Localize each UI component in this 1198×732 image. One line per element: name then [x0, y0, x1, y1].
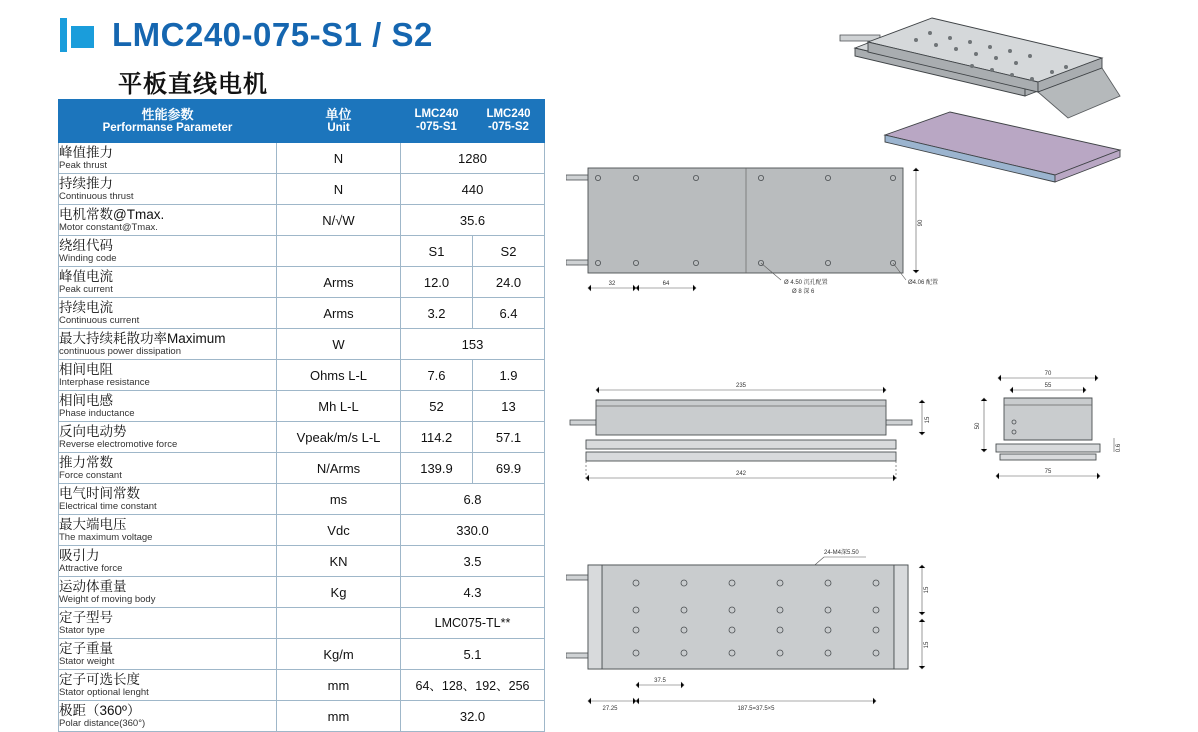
table-row	[59, 329, 545, 360]
table-body	[59, 143, 545, 732]
row-parameter-cell	[59, 298, 277, 329]
parameter-label-cn: 定子型号	[59, 610, 113, 625]
svg-text:32: 32	[608, 281, 616, 287]
parameter-label-cn: 定子重量	[59, 641, 113, 656]
parameter-label-en: Electrical time constant	[59, 501, 157, 512]
row-parameter-cell	[59, 360, 277, 391]
row-value-cell: 35.6	[401, 205, 545, 236]
parameter-label-en: Stator weight	[59, 656, 115, 667]
parameter-label-cn: 峰值电流	[59, 269, 113, 284]
table-row	[59, 484, 545, 515]
page-title: LMC240-075-S1 / S2	[112, 16, 433, 53]
row-value-cell: LMC075-TL**	[401, 608, 545, 639]
parameter-label-en: Polar distance(360°)	[59, 718, 146, 729]
row-value-s2: 57.1	[473, 422, 545, 453]
svg-text:15: 15	[925, 416, 931, 424]
page-subtitle: 平板直线电机	[118, 71, 268, 98]
row-unit-cell: Arms	[277, 267, 401, 298]
table-row	[59, 515, 545, 546]
table-row	[59, 298, 545, 329]
row-parameter-cell	[59, 639, 277, 670]
row-value-cell: 5.1	[401, 639, 545, 670]
parameter-label-cn: 反向电动势	[59, 424, 127, 439]
row-value-s1: 139.9	[401, 453, 473, 484]
parameter-label-cn: 推力常数	[59, 455, 113, 470]
svg-text:Ø 4.50 沉孔配置: Ø 4.50 沉孔配置	[784, 280, 828, 286]
svg-text:242: 242	[735, 471, 747, 477]
row-parameter-cell	[59, 205, 277, 236]
header-parameter: 性能参数 Performanse Parameter	[59, 100, 277, 143]
row-value-s1: S1	[401, 236, 473, 267]
row-value-s2: 69.9	[473, 453, 545, 484]
row-parameter-cell	[59, 143, 277, 174]
row-value-s2: S2	[473, 236, 545, 267]
row-value-cell: 440	[401, 174, 545, 205]
row-value-s1: 12.0	[401, 267, 473, 298]
side-view-drawing	[970, 360, 1170, 515]
row-unit-cell: Mh L-L	[277, 391, 401, 422]
row-unit-cell: Ohms L-L	[277, 360, 401, 391]
parameter-label-cn: 吸引力	[59, 548, 100, 563]
top-dim-right: 90	[918, 219, 924, 227]
svg-text:235: 235	[735, 383, 747, 389]
table-row	[59, 701, 545, 732]
parameter-label-en: Peak thrust	[59, 160, 108, 171]
header-unit: 单位 Unit	[277, 100, 401, 143]
row-unit-cell: N/√W	[277, 205, 401, 236]
parameter-label-cn: 运动体重量	[59, 579, 127, 594]
row-value-s2: 1.9	[473, 360, 545, 391]
header-model-s2: LMC240 -075-S2	[473, 100, 545, 143]
row-unit-cell	[277, 236, 401, 267]
svg-text:37.5: 37.5	[654, 678, 666, 684]
parameter-label-cn: 定子可选长度	[59, 672, 140, 687]
parameter-label-cn: 峰值推力	[59, 145, 113, 160]
parameter-label-en: Continuous current	[59, 315, 140, 326]
table-row	[59, 546, 545, 577]
row-value-s2: 6.4	[473, 298, 545, 329]
svg-text:24-M4深5.50: 24-M4深5.50	[824, 550, 859, 556]
table-row	[59, 577, 545, 608]
parameter-label-en: Weight of moving body	[59, 594, 156, 605]
row-value-cell: 6.8	[401, 484, 545, 515]
row-parameter-cell	[59, 546, 277, 577]
row-parameter-cell	[59, 391, 277, 422]
svg-text:15: 15	[924, 641, 930, 649]
row-parameter-cell	[59, 515, 277, 546]
row-unit-cell: N	[277, 174, 401, 205]
svg-text:187.5=37.5×5: 187.5=37.5×5	[737, 706, 775, 712]
parameter-label-cn: 最大持续耗散功率Maximum	[59, 331, 226, 346]
row-parameter-cell	[59, 577, 277, 608]
row-value-cell: 330.0	[401, 515, 545, 546]
row-unit-cell: Vdc	[277, 515, 401, 546]
svg-text:Ø4.06 配置: Ø4.06 配置	[908, 280, 939, 286]
row-unit-cell: Kg	[277, 577, 401, 608]
row-unit-cell: mm	[277, 670, 401, 701]
table-row	[59, 422, 545, 453]
svg-text:70: 70	[1044, 371, 1052, 377]
table-header-row	[59, 100, 545, 143]
specification-table	[58, 99, 545, 732]
table-row	[59, 174, 545, 205]
brand-logo-icon	[60, 18, 94, 52]
table-row	[59, 453, 545, 484]
row-parameter-cell	[59, 236, 277, 267]
table-row	[59, 391, 545, 422]
row-value-cell: 32.0	[401, 701, 545, 732]
row-unit-cell: Vpeak/m/s L-L	[277, 422, 401, 453]
front-view-drawing	[566, 360, 966, 515]
row-parameter-cell	[59, 453, 277, 484]
parameter-label-en: Peak current	[59, 284, 113, 295]
svg-text:Ø 8 深 6: Ø 8 深 6	[792, 289, 815, 295]
row-value-s1: 3.2	[401, 298, 473, 329]
parameter-label-en: Interphase resistance	[59, 377, 150, 388]
parameter-label-en: continuous power dissipation	[59, 346, 181, 357]
table-row	[59, 267, 545, 298]
row-unit-cell: N	[277, 143, 401, 174]
svg-text:55: 55	[1044, 383, 1052, 389]
row-unit-cell: Kg/m	[277, 639, 401, 670]
row-value-cell: 1280	[401, 143, 545, 174]
table-row	[59, 236, 545, 267]
table-row	[59, 670, 545, 701]
parameter-label-en: Phase inductance	[59, 408, 135, 419]
parameter-label-en: Stator type	[59, 625, 105, 636]
parameter-label-cn: 电机常数@Tmax.	[59, 207, 165, 222]
parameter-label-en: Reverse electromotive force	[59, 439, 178, 450]
parameter-label-en: The maximum voltage	[59, 532, 153, 543]
row-value-cell: 4.3	[401, 577, 545, 608]
parameter-label-cn: 绕组代码	[59, 238, 113, 253]
parameter-label-cn: 相间电阻	[59, 362, 113, 377]
parameter-label-en: Attractive force	[59, 563, 123, 574]
row-value-s2: 24.0	[473, 267, 545, 298]
row-value-s1: 114.2	[401, 422, 473, 453]
row-value-s2: 13	[473, 391, 545, 422]
svg-text:0.6: 0.6	[1116, 443, 1122, 453]
parameter-label-en: Motor constant@Tmax.	[59, 222, 158, 233]
row-unit-cell: mm	[277, 701, 401, 732]
row-unit-cell: ms	[277, 484, 401, 515]
parameter-label-cn: 相间电感	[59, 393, 113, 408]
row-value-s1: 52	[401, 391, 473, 422]
svg-text:64: 64	[662, 281, 670, 287]
table-row	[59, 360, 545, 391]
parameter-label-cn: 最大端电压	[59, 517, 127, 532]
row-parameter-cell	[59, 701, 277, 732]
parameter-label-en: Winding code	[59, 253, 117, 264]
row-parameter-cell	[59, 484, 277, 515]
row-unit-cell	[277, 608, 401, 639]
parameter-label-cn: 电气时间常数	[59, 486, 140, 501]
parameter-label-en: Force constant	[59, 470, 122, 481]
row-value-cell: 3.5	[401, 546, 545, 577]
bottom-view-drawing	[566, 535, 966, 720]
row-parameter-cell	[59, 670, 277, 701]
parameter-label-cn: 持续推力	[59, 176, 113, 191]
svg-text:75: 75	[1044, 469, 1052, 475]
row-parameter-cell	[59, 422, 277, 453]
table-row	[59, 205, 545, 236]
row-unit-cell: KN	[277, 546, 401, 577]
row-unit-cell: W	[277, 329, 401, 360]
svg-text:15: 15	[924, 586, 930, 594]
row-value-s1: 7.6	[401, 360, 473, 391]
row-value-cell: 64、128、192、256	[401, 670, 545, 701]
row-unit-cell: Arms	[277, 298, 401, 329]
svg-text:27.25: 27.25	[602, 706, 618, 712]
row-value-cell: 153	[401, 329, 545, 360]
row-parameter-cell	[59, 608, 277, 639]
table-row	[59, 639, 545, 670]
top-view-drawing	[566, 160, 966, 315]
parameter-label-en: Stator optional lenght	[59, 687, 149, 698]
parameter-label-cn: 持续电流	[59, 300, 113, 315]
row-parameter-cell	[59, 174, 277, 205]
svg-text:50: 50	[975, 422, 981, 430]
row-parameter-cell	[59, 267, 277, 298]
table-row	[59, 608, 545, 639]
row-unit-cell: N/Arms	[277, 453, 401, 484]
parameter-label-cn: 极距（360º）	[59, 703, 141, 718]
header-model-s1: LMC240 -075-S1	[401, 100, 473, 143]
table-row	[59, 143, 545, 174]
parameter-label-en: Continuous thrust	[59, 191, 134, 202]
row-parameter-cell	[59, 329, 277, 360]
